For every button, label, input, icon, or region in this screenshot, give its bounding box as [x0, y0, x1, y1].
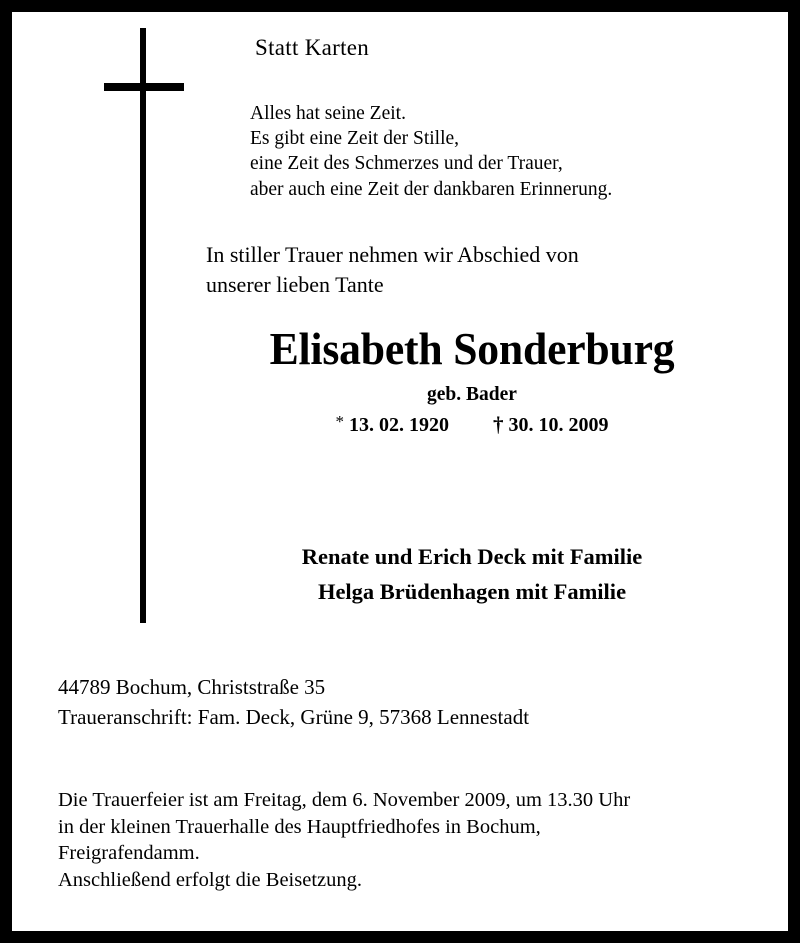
poem-line: Es gibt eine Zeit der Stille, — [250, 128, 460, 150]
survivors-block — [162, 539, 782, 609]
address-line: Traueranschrift: Fam. Deck, Grüne 9, 57368 Lennestadt — [58, 705, 530, 729]
poem-line: eine Zeit des Schmerzes und der Trauer, — [250, 153, 563, 175]
announcement-text — [206, 240, 726, 300]
memorial-poem — [250, 101, 612, 202]
address-block — [58, 672, 529, 732]
death-date: 30. 10. 2009 — [508, 414, 609, 436]
ceremony-line: Die Trauerfeier ist am Freitag, dem 6. November 2009, um 13.30 Uhr — [58, 789, 631, 811]
life-dates — [162, 408, 782, 439]
address-line: 44789 Bochum, Christstraße 35 — [58, 675, 326, 699]
survivor-line: Renate und Erich Deck mit Familie — [301, 544, 643, 569]
ceremony-line: Freigrafendamm. — [58, 842, 200, 864]
birth-star-icon: * — [335, 412, 344, 431]
death-dagger-icon: † — [493, 412, 504, 436]
ceremony-line: Anschließend erfolgt die Beisetzung. — [58, 868, 362, 891]
deceased-name-block — [162, 322, 782, 439]
notice-content-area — [12, 12, 788, 931]
birth-date: 13. 02. 1920 — [349, 414, 449, 436]
survivor-line: Helga Brüdenhagen mit Familie — [317, 579, 627, 604]
poem-line: Alles hat seine Zeit. — [250, 103, 406, 124]
poem-line: aber auch eine Zeit der dankbaren Erinnerung. — [250, 178, 613, 200]
ceremony-details-block — [58, 787, 758, 893]
announcement-line: In stiller Trauer nehmen wir Abschied von — [206, 242, 579, 267]
deceased-full-name: Elisabeth Sonderburg — [269, 324, 675, 374]
cross-vertical-stem — [140, 28, 146, 623]
cross-horizontal-bar — [104, 83, 184, 91]
ceremony-line: in der kleinen Trauerhalle des Hauptfriedhofes in Bochum, — [58, 815, 541, 838]
deceased-maiden-name: geb. Bader — [427, 384, 517, 405]
announcement-line: unserer lieben Tante — [206, 272, 384, 297]
statt-karten-heading: Statt Karten — [255, 35, 370, 60]
